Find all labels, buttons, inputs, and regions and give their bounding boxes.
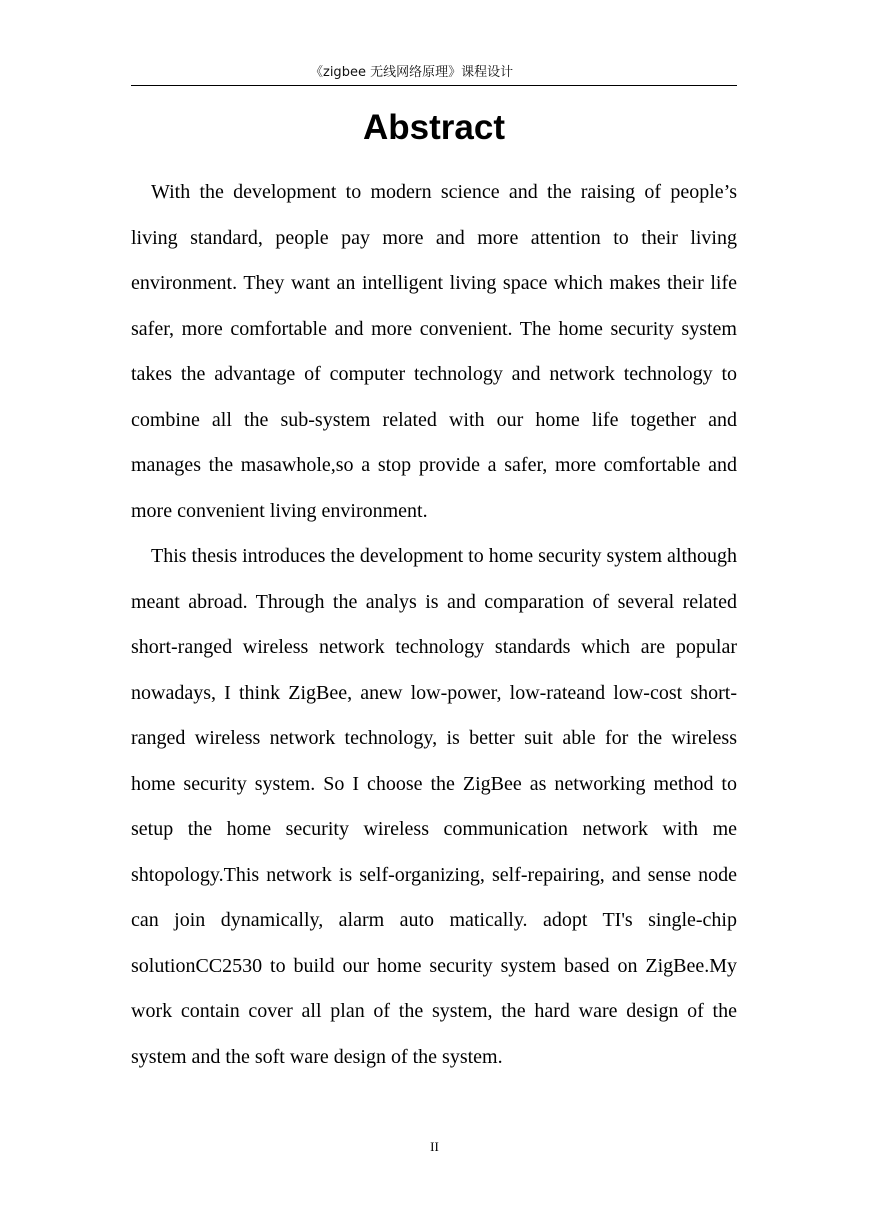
running-header: 《zigbee 无线网络原理》课程设计 [310,65,514,80]
abstract-paragraph-2: This thesis introduces the development to home security system although meant abroad. Through the analys is and comparation of several related short-ranged wireless network technology standards which are popular nowadays, I think ZigBee, anew low-power, low-rateand low-cost short-ranged wireless network technology, is better suit able for the wireless home security system. So I choose the ZigBee as networking method to setup the home security wireless communication network with me shtopology.This network is self-organizing, self-repairing, and sense node can join dynamically, alarm auto matically. adopt TI's single-chip solutionCC2530 to build our home security system based on ZigBee.My work contain cover all plan of the system, the hard ware design of the system and the soft ware design of the system. [131,545,738,1068]
abstract-paragraph-1: With the development to modern science and the raising of people’s living standard, people pay more and more attention to their living environment. They want an intelligent living space which makes their life safer, more comfortable and more convenient. The home security system takes the advantage of computer technology and network technology to combine all the sub-system related with our home life together and manages the masawhole,so a stop provide a safer, more comfortable and more convenient living environment. [131,181,737,522]
header-rule [131,85,737,86]
abstract-title: Abstract [363,108,505,147]
page-number: II [430,1139,439,1154]
